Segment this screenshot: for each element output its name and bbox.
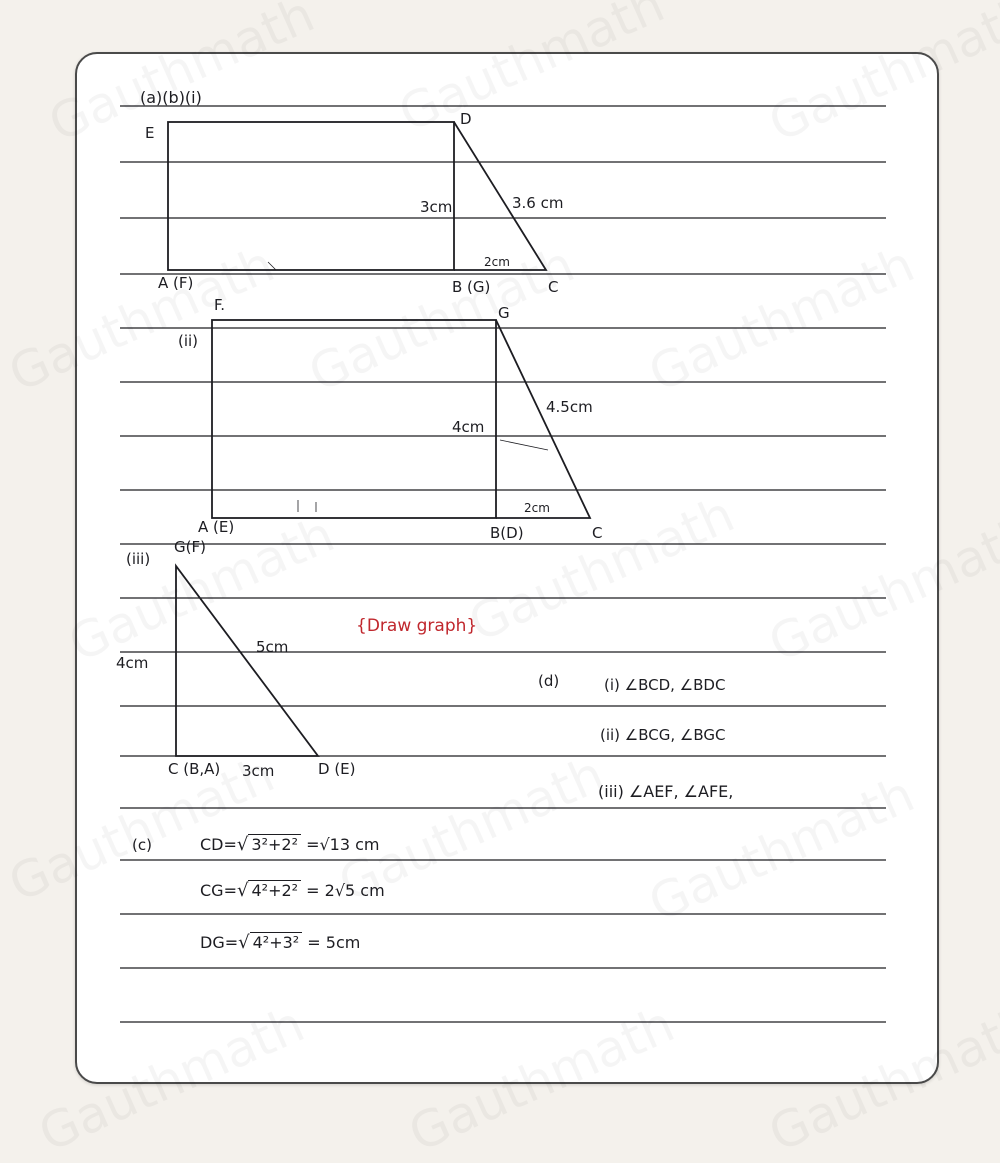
vertex-label-b: B(D) — [490, 524, 524, 542]
angles-line-ii: (ii) ∠BCG, ∠BGC — [600, 726, 726, 744]
sqrt-icon: √ — [236, 834, 249, 855]
sqrt-icon: √ — [236, 880, 249, 901]
part-ab-i-heading: (a)(b)(i) — [140, 88, 202, 107]
equation-rhs: = 5cm — [307, 933, 361, 952]
equation-lhs: CD= — [200, 835, 237, 854]
draw-graph-note: {Draw graph} — [356, 616, 478, 636]
triangle-cdg — [176, 566, 318, 756]
equation-cd — [200, 834, 380, 854]
measure-base: 3cm — [242, 762, 275, 780]
measure-height: 4cm — [116, 654, 149, 672]
vertex-label-d: D (E) — [318, 760, 356, 778]
vertex-label-c: C — [592, 524, 603, 542]
part-d-heading: (d) — [538, 672, 560, 690]
vertex-label-a: A (F) — [158, 274, 194, 292]
vertex-label-f: F. — [214, 296, 225, 314]
part-iii-heading: (iii) — [126, 550, 151, 568]
vertex-label-g: G — [498, 304, 510, 322]
vertex-label-g: G(F) — [174, 538, 206, 556]
measure-hypotenuse: 4.5cm — [546, 398, 593, 416]
radicand: 4²+2² — [248, 880, 301, 899]
vertex-label-e: E — [145, 124, 155, 142]
vertex-label-c: C — [548, 278, 559, 296]
equation-cg — [200, 880, 385, 900]
measure-hypotenuse: 5cm — [256, 638, 289, 656]
equation-rhs: =√13 cm — [306, 835, 380, 854]
vertex-label-b: B (G) — [452, 278, 491, 296]
angles-line-i: (i) ∠BCD, ∠BDC — [604, 676, 726, 694]
equation-lhs: CG= — [200, 881, 237, 900]
measure-base: 2cm — [524, 501, 550, 515]
angles-line-iii: (iii) ∠AEF, ∠AFE, — [598, 782, 734, 801]
equation-lhs: DG= — [200, 933, 239, 952]
part-ii-heading: (ii) — [178, 332, 199, 350]
vertex-label-d: D — [460, 110, 472, 128]
measure-height: 3cm — [420, 198, 453, 216]
rectangle-abde — [168, 122, 454, 270]
vertex-label-a: A (E) — [198, 518, 235, 536]
radicand: 3²+2² — [248, 834, 301, 853]
equation-rhs: = 2√5 cm — [306, 881, 385, 900]
measure-hypotenuse: 3.6 cm — [512, 194, 564, 212]
equation-dg — [200, 932, 360, 952]
radicand: 4²+3² — [250, 932, 303, 951]
sqrt-icon: √ — [238, 932, 250, 953]
measure-height: 4cm — [452, 418, 485, 436]
part-c-heading: (c) — [132, 836, 152, 854]
measure-base: 2cm — [484, 255, 510, 269]
vertex-label-c: C (B,A) — [168, 760, 221, 778]
triangle-bcg — [496, 320, 590, 518]
